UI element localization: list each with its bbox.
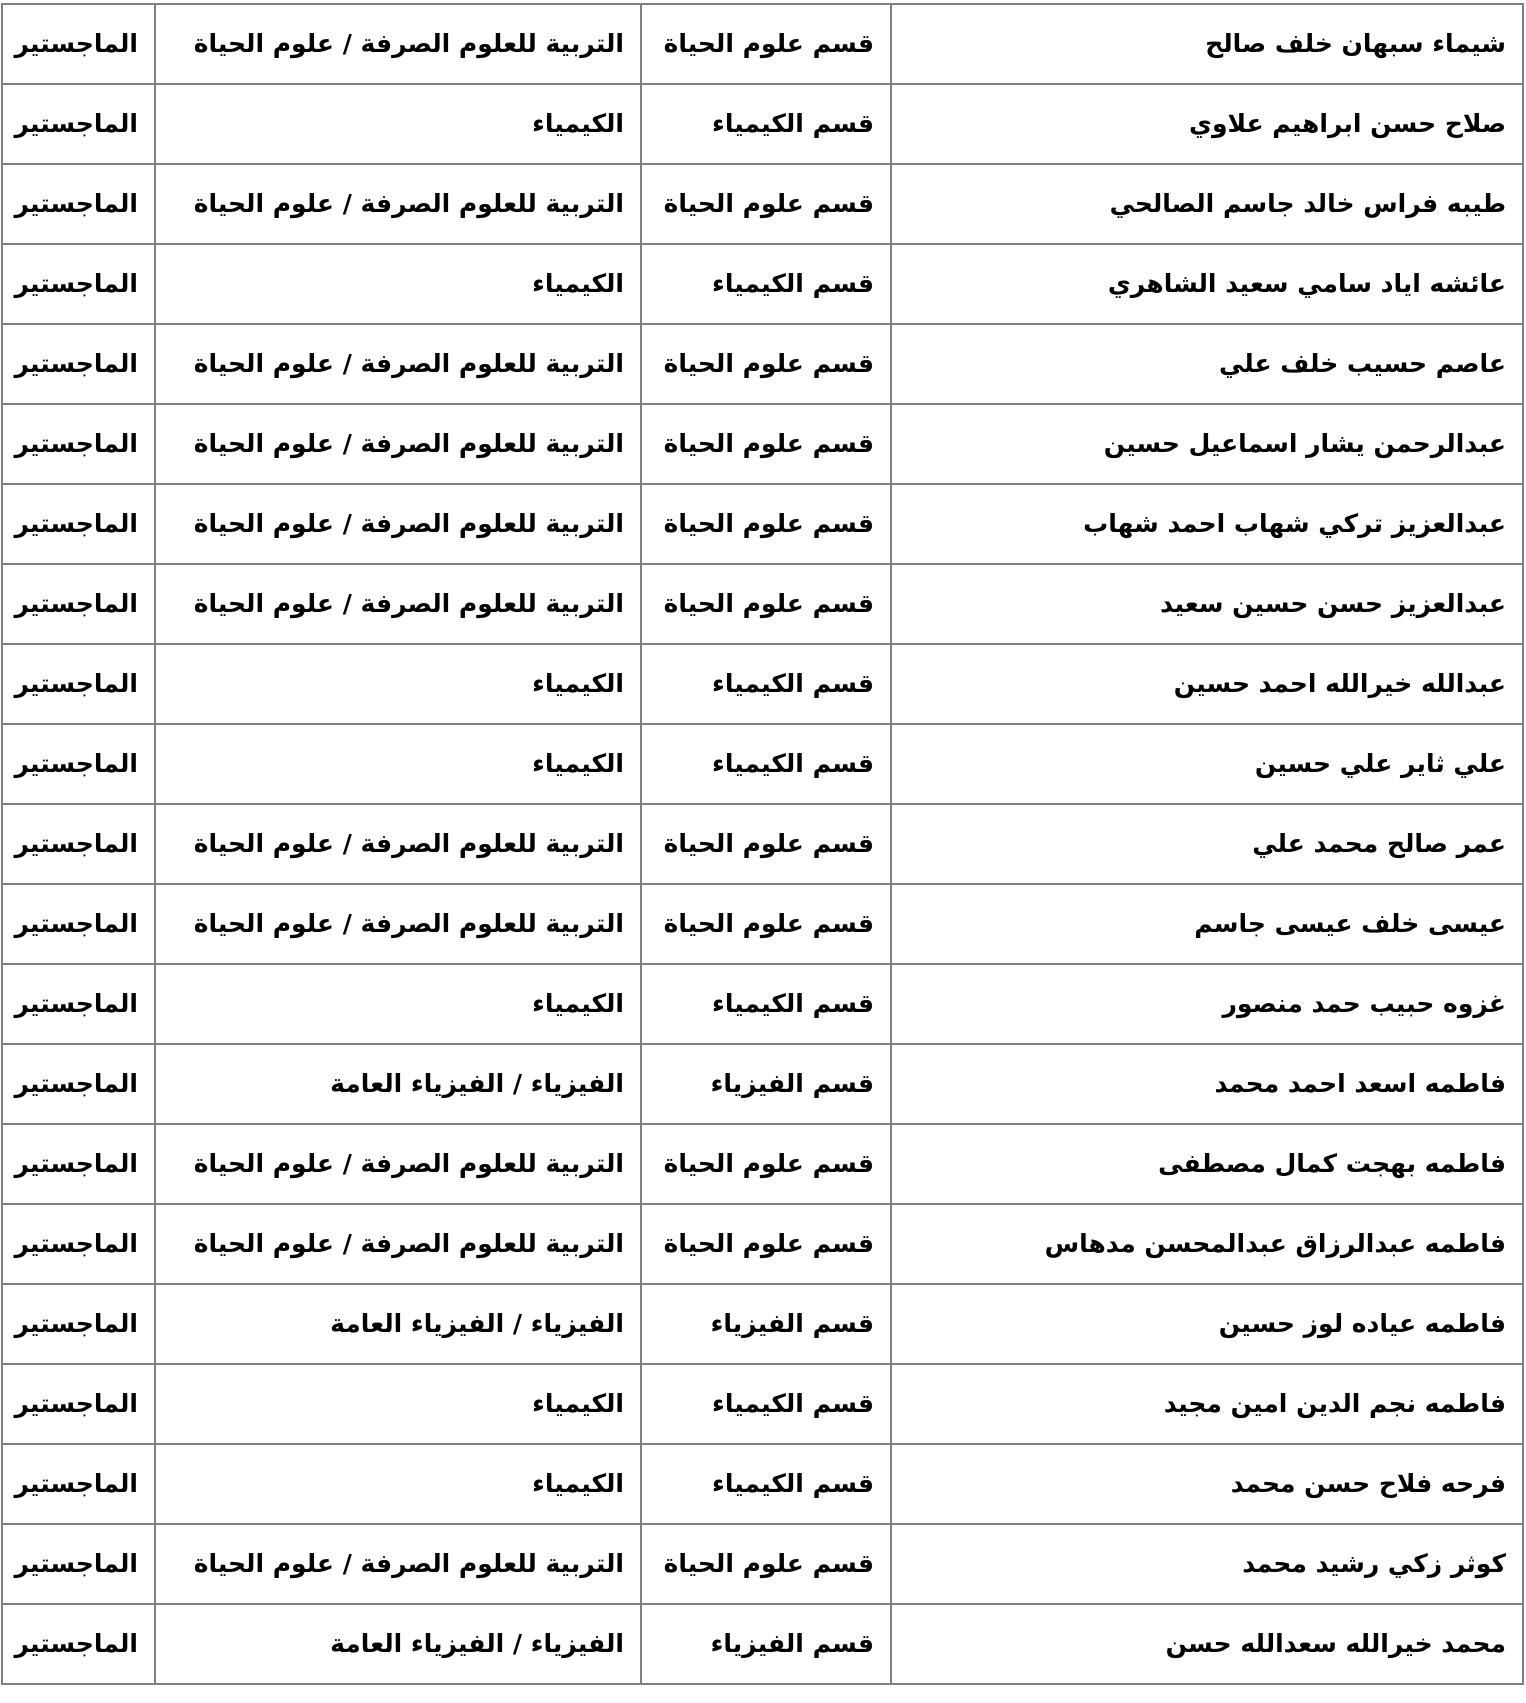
cell-student-name: عبدالرحمن يشار اسماعيل حسين <box>891 404 1523 484</box>
cell-specialization: الكيمياء <box>155 84 641 164</box>
cell-student-name: فاطمه عبدالرزاق عبدالمحسن مدهاس <box>891 1204 1523 1284</box>
cell-student-name: فاطمه بهجت كمال مصطفى <box>891 1124 1523 1204</box>
cell-degree: الماجستير <box>2 1444 155 1524</box>
cell-degree: الماجستير <box>2 1204 155 1284</box>
cell-degree: الماجستير <box>2 1604 155 1684</box>
cell-degree: الماجستير <box>2 1124 155 1204</box>
cell-specialization: التربية للعلوم الصرفة / علوم الحياة <box>155 1524 641 1604</box>
cell-specialization: التربية للعلوم الصرفة / علوم الحياة <box>155 324 641 404</box>
cell-department: قسم علوم الحياة <box>641 1124 891 1204</box>
table-row <box>2 1444 1523 1524</box>
table-row <box>2 564 1523 644</box>
cell-degree: الماجستير <box>2 1524 155 1604</box>
cell-specialization: التربية للعلوم الصرفة / علوم الحياة <box>155 404 641 484</box>
cell-specialization: التربية للعلوم الصرفة / علوم الحياة <box>155 884 641 964</box>
table-row <box>2 804 1523 884</box>
cell-department: قسم علوم الحياة <box>641 804 891 884</box>
cell-student-name: فاطمه نجم الدين امين مجيد <box>891 1364 1523 1444</box>
cell-degree: الماجستير <box>2 884 155 964</box>
cell-specialization: التربية للعلوم الصرفة / علوم الحياة <box>155 1124 641 1204</box>
cell-department: قسم الفيزياء <box>641 1044 891 1124</box>
cell-specialization: التربية للعلوم الصرفة / علوم الحياة <box>155 804 641 884</box>
cell-specialization: الكيمياء <box>155 244 641 324</box>
cell-degree: الماجستير <box>2 164 155 244</box>
table-row <box>2 644 1523 724</box>
cell-department: قسم علوم الحياة <box>641 404 891 484</box>
table-row <box>2 724 1523 804</box>
cell-department: قسم علوم الحياة <box>641 484 891 564</box>
table-row <box>2 164 1523 244</box>
cell-specialization: التربية للعلوم الصرفة / علوم الحياة <box>155 1204 641 1284</box>
cell-student-name: عبدالعزيز حسن حسين سعيد <box>891 564 1523 644</box>
table-row <box>2 1604 1523 1684</box>
table-row <box>2 1524 1523 1604</box>
cell-student-name: غزوه حبيب حمد منصور <box>891 964 1523 1044</box>
table-row <box>2 484 1523 564</box>
cell-department: قسم علوم الحياة <box>641 1204 891 1284</box>
cell-specialization: الفيزياء / الفيزياء العامة <box>155 1284 641 1364</box>
cell-degree: الماجستير <box>2 564 155 644</box>
cell-department: قسم الكيمياء <box>641 244 891 324</box>
cell-specialization: الكيمياء <box>155 724 641 804</box>
cell-specialization: الكيمياء <box>155 644 641 724</box>
cell-department: قسم الكيمياء <box>641 964 891 1044</box>
cell-degree: الماجستير <box>2 484 155 564</box>
cell-student-name: شيماء سبهان خلف صالح <box>891 4 1523 84</box>
table-row <box>2 1364 1523 1444</box>
cell-degree: الماجستير <box>2 4 155 84</box>
cell-specialization: الكيمياء <box>155 1444 641 1524</box>
cell-department: قسم الكيمياء <box>641 644 891 724</box>
cell-student-name: عبدالعزيز تركي شهاب احمد شهاب <box>891 484 1523 564</box>
cell-specialization: التربية للعلوم الصرفة / علوم الحياة <box>155 564 641 644</box>
cell-specialization: الكيمياء <box>155 964 641 1044</box>
cell-department: قسم الفيزياء <box>641 1284 891 1364</box>
cell-department: قسم علوم الحياة <box>641 4 891 84</box>
cell-student-name: علي ثاير علي حسين <box>891 724 1523 804</box>
cell-student-name: كوثر زكي رشيد محمد <box>891 1524 1523 1604</box>
cell-department: قسم علوم الحياة <box>641 1524 891 1604</box>
students-table <box>1 3 1524 1685</box>
cell-degree: الماجستير <box>2 644 155 724</box>
cell-student-name: فاطمه عياده لوز حسين <box>891 1284 1523 1364</box>
table-row <box>2 244 1523 324</box>
cell-degree: الماجستير <box>2 804 155 884</box>
cell-degree: الماجستير <box>2 404 155 484</box>
cell-student-name: طيبه فراس خالد جاسم الصالحي <box>891 164 1523 244</box>
cell-specialization: الفيزياء / الفيزياء العامة <box>155 1044 641 1124</box>
cell-specialization: الكيمياء <box>155 1364 641 1444</box>
cell-student-name: عيسى خلف عيسى جاسم <box>891 884 1523 964</box>
cell-specialization: التربية للعلوم الصرفة / علوم الحياة <box>155 4 641 84</box>
cell-department: قسم علوم الحياة <box>641 164 891 244</box>
table-row <box>2 884 1523 964</box>
cell-degree: الماجستير <box>2 964 155 1044</box>
table-row <box>2 964 1523 1044</box>
cell-specialization: التربية للعلوم الصرفة / علوم الحياة <box>155 164 641 244</box>
cell-student-name: محمد خيرالله سعدالله حسن <box>891 1604 1523 1684</box>
table-row <box>2 324 1523 404</box>
cell-student-name: فاطمه اسعد احمد محمد <box>891 1044 1523 1124</box>
cell-student-name: عمر صالح محمد علي <box>891 804 1523 884</box>
cell-degree: الماجستير <box>2 1364 155 1444</box>
cell-department: قسم الكيمياء <box>641 1364 891 1444</box>
table-row <box>2 1044 1523 1124</box>
cell-department: قسم علوم الحياة <box>641 324 891 404</box>
table-body <box>2 4 1523 1684</box>
cell-degree: الماجستير <box>2 1044 155 1124</box>
cell-department: قسم الفيزياء <box>641 1604 891 1684</box>
cell-student-name: عاصم حسيب خلف علي <box>891 324 1523 404</box>
table-row <box>2 84 1523 164</box>
cell-degree: الماجستير <box>2 84 155 164</box>
page-container <box>0 3 1526 1703</box>
table-row <box>2 4 1523 84</box>
cell-department: قسم علوم الحياة <box>641 884 891 964</box>
table-row <box>2 1204 1523 1284</box>
cell-specialization: الفيزياء / الفيزياء العامة <box>155 1604 641 1684</box>
cell-degree: الماجستير <box>2 1284 155 1364</box>
table-row <box>2 1284 1523 1364</box>
cell-student-name: صلاح حسن ابراهيم علاوي <box>891 84 1523 164</box>
table-row <box>2 1124 1523 1204</box>
cell-department: قسم الكيمياء <box>641 724 891 804</box>
table-row <box>2 404 1523 484</box>
cell-degree: الماجستير <box>2 324 155 404</box>
cell-degree: الماجستير <box>2 244 155 324</box>
cell-student-name: عائشه اياد سامي سعيد الشاهري <box>891 244 1523 324</box>
cell-department: قسم الكيمياء <box>641 84 891 164</box>
cell-student-name: عبدالله خيرالله احمد حسين <box>891 644 1523 724</box>
cell-department: قسم علوم الحياة <box>641 564 891 644</box>
cell-specialization: التربية للعلوم الصرفة / علوم الحياة <box>155 484 641 564</box>
cell-degree: الماجستير <box>2 724 155 804</box>
cell-department: قسم الكيمياء <box>641 1444 891 1524</box>
cell-student-name: فرحه فلاح حسن محمد <box>891 1444 1523 1524</box>
